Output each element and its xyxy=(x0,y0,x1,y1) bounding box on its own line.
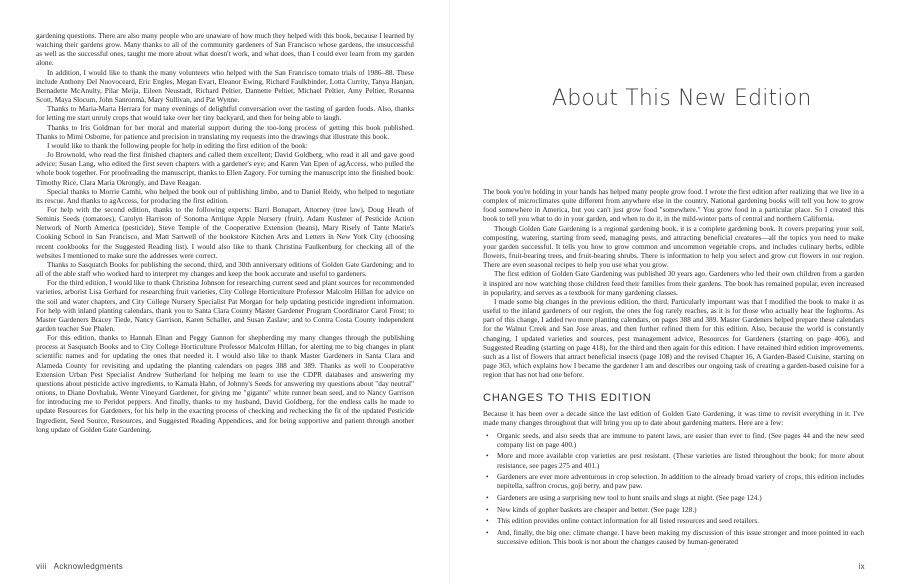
paragraph: I made some big changes in the previous edition, the third. Particularly important was that I modified the book to make it as useful to the inland gardeners of our region, the ones the fog rarely reaches, as it is for those who actually hear the foghorns. As part of this change, I added two more planting calendars, on pages 388 and 389. Master Gardeners helped prepare these calendars for the Walnut Creek and San Jose areas, and then further refined them for this edition. Also, because the world is constantly changing, I updated varieties and sources, pest management advice, Resources for Gardeners (starting on page 406), and Suggested Reading (starting on page 418), for the third and then again for this edition. I have retained third edition improvements, such as a list of flowers that attract beneficial insects (page 108) and the revised Chapter 16, A Garden-Based Cuisine, starting on page 363, which explains how I became the gardener I am and describes our ongoing task of creating a garden-based cuisine for a region that has not had one before. xyxy=(483,296,864,380)
list-item xyxy=(483,451,864,469)
bullet-icon: • xyxy=(486,504,489,514)
paragraph: I would like to thank the following people for help in editing the first edition of the book: xyxy=(47,140,308,150)
list-item xyxy=(483,472,864,490)
paragraph: The first edition of Golden Gate Gardening was published 30 years ago. Gardeners who led their own children from a garden it inspired are now watching those children feed their families from their gardens. The book has remained popular, even increased in popularity, and serves as a textbook for many gardening classes. xyxy=(483,269,864,297)
list-item xyxy=(483,516,864,525)
bullet-icon: • xyxy=(486,451,489,461)
list-item-text: More and more available crop varieties are pest resistant. (These varieties are listed throughout the book; for more about resistance, see pages 275 and 401.) xyxy=(497,451,864,470)
paragraph: In addition, I would like to thank the many volunteers who helped with the San Francisco tomato trials of 1986–88. These include Anthony Del Nuovoceard, Eric Engles, Megan Evart, Eleanor Ewing, Richard Faulkbinder, Lotta Currity, Tanya Hanjan, Bernadette McAnulty, Pilar Meija, Eileen Neustadt, Richard Peltier, Dannette Peltier, Michael Peltier, Amy Peltier, Rosanna Scott, Maya Slocum, John Sanronmà, Mary Sullivan, and Pat Wynne. xyxy=(36,67,414,105)
new-edition-text xyxy=(483,187,864,549)
page-number: viii xyxy=(36,562,47,571)
paragraph: Special thanks to Morrie Camhi, who helped the book out of publishing limbo, and to Daniel Reidy, who helped to negotiate its rescue. And thanks to agAccess, for producing the first edition. xyxy=(36,186,414,205)
acknowledgments-text xyxy=(36,31,414,434)
paragraph: Thanks to Iris Goldman for her moral and material support during the too-long process of getting this book published. Thanks to Mimi Osborne, for patience and precision in translating my requests into the drawings that illustrate this book. xyxy=(36,122,414,141)
paragraph: Thanks to Sasquatch Books for publishing the second, third, and 30th anniversary editions of Golden Gate Gardening; and to all of the able staff who worked hard to interpret my changes and keep the book accurate and useful to gardeners. xyxy=(36,259,414,279)
page-number: ix xyxy=(858,562,865,571)
bullet-icon: • xyxy=(486,493,489,503)
paragraph: gardening questions. There are also many people who are unaware of how much they helped with this book, because I learned by watching their gardens grow. Many thanks to all of the community gardeners of San Francisco whose gardens, the unsuccessful as well as the successful ones, taught me more about what doesn't work, and what does, than I could ever learn from my garden alone. xyxy=(36,31,414,68)
bullet-icon: • xyxy=(486,430,489,440)
list-item-text: Gardeners are ever more adventurous in crop selection. In addition to the already broad variety of crops, this edition includes nepitella, saffron crocus, goji berry, and paw paw. xyxy=(497,472,864,491)
list-item-text: Gardeners are using a surprising new tool to hunt snails and slugs at night. (See page 124.) xyxy=(497,493,762,503)
paragraph: For the third edition, I would like to thank Christina Johnson for researching current seed and plant sources for recommended varieties, arborist Lisa Gerhard for researching fruit varieties, City College Horticulture Professor Malcolm Hillan for advice on the soil and water chapters, and City College Nursery Specialist Pat Morgan for help updating pesticide ingredient information. For help with inland planting calendars, thank you to Santa Clara County Master Gardener Program Coordinator Carol Frost; to Master Gardeners Bracey Tiede, Nancy Garrison, Karen Schaller, and Susan Zaslaw; and to Contra Costa County independent garden teacher Sue Phalen. xyxy=(36,278,414,333)
chapter-title: About This New Edition xyxy=(552,86,812,111)
section-heading: CHANGES TO THIS EDITION xyxy=(483,392,652,405)
list-item-text: New kinds of gopher baskets are cheaper and better. (See page 128.) xyxy=(497,504,697,514)
paragraph: Jo Brownold, who read the first finished chapters and called them excellent; David Goldberg, who read it all and gave good advice; Susan Lang, who edited the first seven chapters with a gardener's eye; and Karen Van Epen of agAccess, who pulled the whole book together. For proofreading the manuscript, thanks to Ellen Zagory. For turning the manuscript into the finished book: Timothy Rice, Clara Maria Okrongly, and Dave Reagan. xyxy=(36,150,414,187)
right-folio xyxy=(859,562,865,571)
list-item-text: Organic seeds, and also seeds that are immune to patent laws, are easier than ever to find. (See pages 44 and the new seed company list on page 400.) xyxy=(497,430,864,449)
running-head: Acknowledgments xyxy=(53,562,124,571)
list-item xyxy=(483,528,864,546)
list-item-text: And, finally, the big one: climate change. I have been making my discussion of this issue stronger and more pointed in each successive edition. This book is not about the changes caused by human-generated xyxy=(497,528,864,547)
list-item xyxy=(483,505,864,514)
paragraph: For help with the second edition, thanks to the following experts: Barri Bonapart, Attorney (tree law), Doug Heath of Seminis Seeds (tomatoes), Carolyn Harrison of Sonoma Antique Apple Nursery (fruit), Adam Kushner of Pesticide Action Network of North America (pesticide), Steve Temple of the Cooperative Extension (beans), Mary Risely of Tante Marie's Cooking School in San Francisco, and Matt Sartwell of the bookstore Kitchen Arts and Letters in New York City (choosing recent cookbooks for the Suggested Reading list). I would also like to thank Christina Faulkenburg for checking all of the websites I mentioned to make sure the addresses were correct. xyxy=(36,204,414,260)
bullet-icon: • xyxy=(486,528,489,537)
paragraph: Though Golden Gate Gardening is a regional gardening book, it is a complete gardening book. It covers preparing your soil, composting, watering, starting from seed, managing pests, and attracting beneficial creatures—all the topics you need to make your garden successful. It tells you how to grow common and uncommon vegetable crops, and includes culinary herbs, edible flowers, fruit-bearing trees, and fruit-bearing shrubs. There is information to help you select and grow cut flowers in our region. There are even seasonal recipes to help you use what you grow. xyxy=(483,223,864,270)
section-intro: Because it has been over a decade since the last edition of Golden Gate Gardening, it was time to revisit everything in it. I've made many changes throughout that will bring you up to date about gardening matters. Here are a few: xyxy=(483,409,864,428)
list-item-text: This edition provides online contact information for all listed resources and seed retailers. xyxy=(497,516,760,526)
bullet-icon: • xyxy=(486,516,489,526)
list-item xyxy=(483,493,864,502)
changes-list xyxy=(483,431,864,547)
paragraph: Thanks to Maria-Marta Herrara for many evenings of delightful conversation over the tasting of garden foods. Also, thanks for letting me start unruly crops that would take over her tiny backyard, and then for being able to laugh. xyxy=(36,104,414,123)
list-item xyxy=(483,431,864,449)
paragraph: The book you're holding in your hands has helped many people grow food. I wrote the first edition after realizing that we live in a complex of microclimates quite different from anywhere else in the country. National gardening books will tell you how to grow food somewhere in America, but you can't just grow food "somewhere." You grow food in a particular place. So I created this book to tell you what to do in your garden, and when to do it, in the mild-winter parts of central and northern California. xyxy=(483,187,864,224)
bullet-icon: • xyxy=(486,472,489,482)
paragraph: For this edition, thanks to Hannah Elnan and Peggy Gannon for shepherding my many changes through the publishing process at Sasquatch Books and to City College Horticulture Professor Malcolm Hillan, for alerting me to big changes in plant scientific names and for updating the ones that needed it. I would also like to thank Master Gardeners in Santa Clara and Alameda County for revisiting and updating the planting calendars on pages 388 and 389. Thanks as well to Cooperative Extension Urban Pest Specialist Andrew Sutherland for helping me learn to use the CDPR databases and answering my questions about pesticide active ingredients, to Kamala Hahn, of Johnny's Seeds for answering my questions about "day neutral" onions, to Diane Dovhaluk, Wente Vineyard Gardener, for giving me "gigante" white runner bean seed, and to Nancy Garrison for introducing me to Peridot peppers. And finally, thanks to my husband, David Goldberg, for the endless calls he made to update Resources for Gardeners, for his help in the exacting process of checking and rechecking the fit of the updated Pesticide Ingredient, Seed Source, Resources, and Suggested Reading Appendices, and for being supportive and patient through another long update of Golden Gate Gardening. xyxy=(36,333,414,434)
left-folio xyxy=(36,562,123,571)
right-page xyxy=(450,0,900,584)
